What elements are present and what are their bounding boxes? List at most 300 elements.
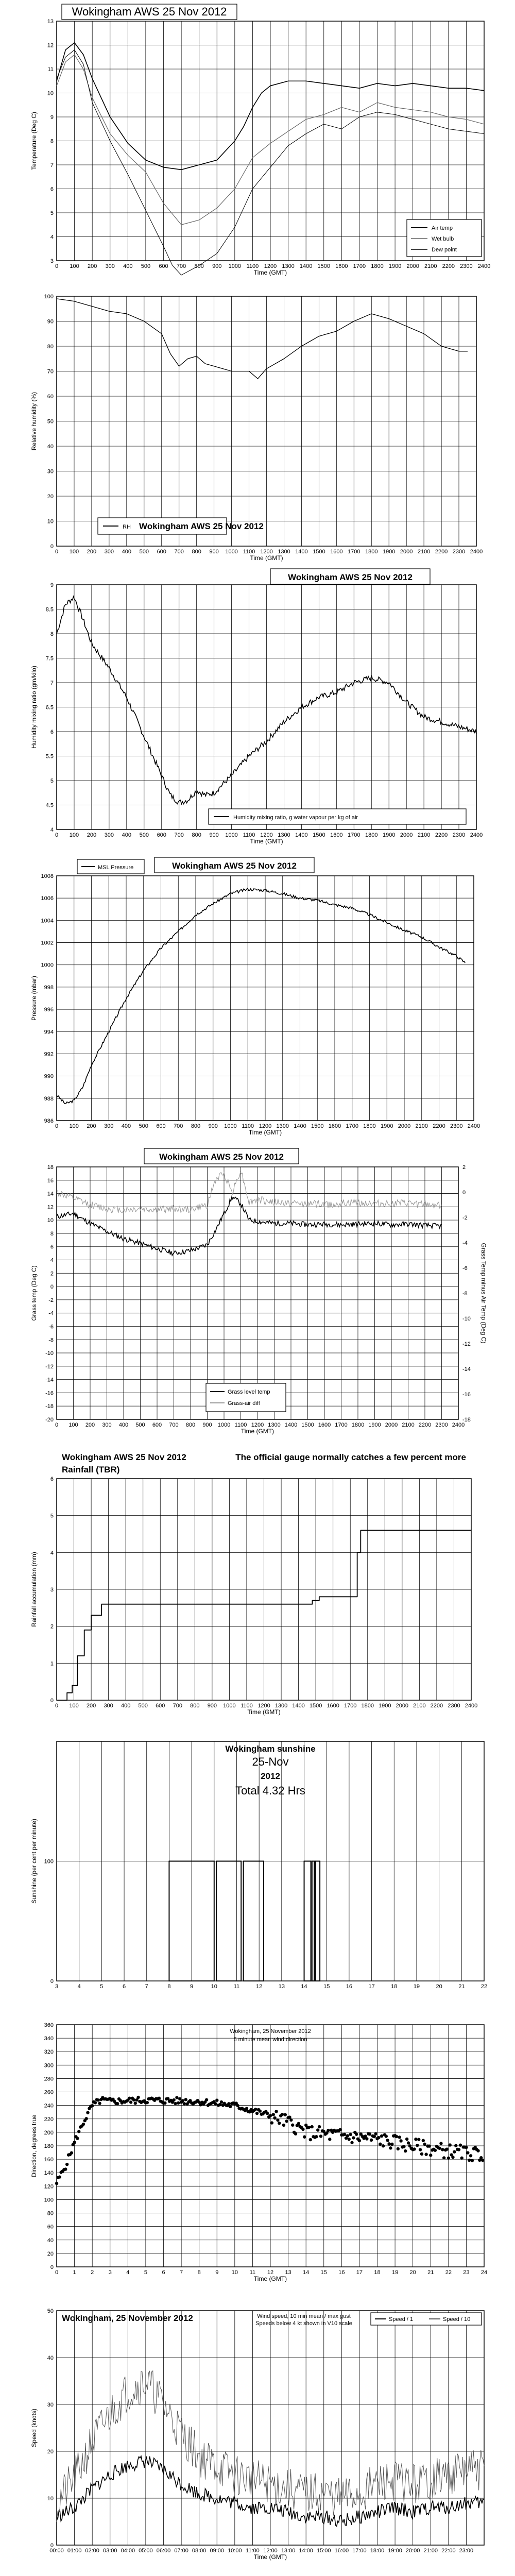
x-tick-label: 400 [122,549,132,555]
direction-point [289,2119,293,2122]
direction-point [377,2136,380,2139]
x-tick-label: 1700 [348,549,360,555]
x-tick-label: 1700 [353,263,366,269]
x-tick-label: 1800 [363,1123,376,1129]
x-tick-label: 700 [173,1703,182,1709]
x-tick-label: 1 [73,2269,76,2276]
x-tick-label: 1600 [330,549,343,555]
direction-point [466,2151,469,2154]
y-tick-label: 5.5 [45,753,54,760]
direction-point [281,2113,284,2116]
y-tick-label: 50 [47,418,54,425]
direction-point [414,2138,417,2141]
y-tick-label: 16 [47,1177,54,1184]
x-tick-label: 200 [85,1422,95,1428]
x-tick-label: 6 [122,1984,126,1990]
direction-point [374,2132,377,2136]
direction-point [77,2130,80,2133]
x-tick-label: 1000 [223,1703,236,1709]
y-tick-label: 1 [50,1660,54,1667]
x-tick-label: 07:00 [174,2548,188,2554]
x-tick-label: 19:00 [388,2548,402,2554]
x-tick-label: 700 [169,1422,179,1428]
x-tick-label: 1400 [294,1123,306,1129]
x-tick-label: 1200 [251,1422,264,1428]
x-tick-label: 2200 [435,549,448,555]
direction-point [266,2112,269,2115]
x-tick-label: 400 [121,1123,131,1129]
gridlines [57,296,476,546]
direction-point [420,2153,423,2156]
direction-point [315,2135,318,2138]
y-tick-label: 0 [50,544,54,550]
x-tick-label: 1300 [278,832,290,838]
x-tick-label: 200 [87,549,97,555]
rainfall-chart [15,1448,494,1718]
y-axis-label: Humidity mixing ratio (gm/kilo) [30,666,38,749]
direction-point [429,2154,432,2157]
direction-point [70,2151,73,2155]
x-tick-label: 16 [338,2269,345,2276]
x-tick-label: 1800 [365,549,378,555]
chart-title: Wokingham AWS 25 Nov 2012 [72,5,227,18]
direction-point [322,2130,325,2133]
x-tick-label: 2100 [417,832,431,838]
direction-point [129,2100,132,2104]
direction-point [416,2144,419,2147]
direction-point [316,2128,319,2131]
direction-point [471,2159,474,2162]
x-tick-label: 10:00 [228,2548,242,2554]
x-tick-label: 800 [185,1422,196,1428]
x-tick-label: 500 [135,1422,145,1428]
chart-subtitle: Wind speed, 10 min mean / max gust [257,2313,351,2319]
x-tick-label: 12:00 [263,2548,278,2554]
direction-point [445,2147,449,2150]
y-tick-label: 14 [47,1191,54,1197]
x-tick-label: 21 [458,1984,465,1990]
direction-point [380,2134,383,2138]
x-tick-label: 600 [157,549,166,555]
x-tick-label: 16 [346,1984,353,1990]
direction-point [399,2139,402,2142]
direction-point [132,2098,135,2102]
chart-subtitle: 25-Nov [252,1755,289,1768]
y-tick-label: 40 [47,444,54,450]
x-tick-label: 500 [139,1123,148,1129]
x-tick-label: 13 [285,2269,291,2276]
x-tick-label: 1600 [318,1422,331,1428]
x-tick-label: 1300 [278,549,290,555]
direction-point [284,2113,287,2116]
x-tick-label: 1000 [225,832,238,838]
y-tick-label: -18 [45,1403,54,1410]
x-tick-label: 1700 [335,1422,348,1428]
direction-point [318,2125,321,2128]
direction-point [422,2139,425,2142]
y-tick-label: 12 [47,42,54,49]
y2-tick-label: -16 [462,1392,471,1398]
x-tick-label: 1500 [311,1123,324,1129]
y-axis-label: Speed (knots) [30,2409,38,2447]
x-tick-label: 10 [211,1984,217,1990]
grass-temp-chart [15,1146,494,1437]
direction-point [205,2098,208,2102]
x-tick-label: 2200 [442,263,455,269]
y-tick-label: -16 [45,1390,54,1397]
chart-subtitle: 5 minute mean wind direction [233,2037,307,2043]
x-tick-label: 400 [122,832,132,838]
direction-point [272,2113,275,2116]
x-tick-label: 7 [145,1984,148,1990]
y-tick-label: 2 [50,1623,54,1630]
direction-point [449,2143,452,2146]
x-tick-label: 1100 [234,1422,247,1428]
x-tick-label: 2300 [452,549,466,555]
x-tick-label: 1500 [301,1422,314,1428]
legend-entry: MSL Pressure [98,865,134,871]
x-axis-label: Time (GMT) [241,1428,274,1435]
x-tick-label: 1100 [243,832,255,838]
x-tick-label: 1000 [225,549,238,555]
sunshine-block [315,1861,320,1981]
y-tick-label: 100 [44,294,54,300]
x-tick-label: 22 [445,2269,452,2276]
x-tick-label: 700 [174,832,184,838]
y-tick-label: 988 [44,1095,54,1102]
y2-tick-label: -12 [462,1341,471,1347]
chart-title: Wokingham AWS 25 Nov 2012 [139,521,264,531]
y-tick-label: 8 [50,631,54,637]
x-tick-label: 200 [87,1123,96,1129]
gridlines [57,2025,484,2267]
x-tick-label: 2300 [450,1123,463,1129]
x-tick-label: 300 [104,549,114,555]
y-tick-label: 80 [47,2210,54,2217]
y-tick-label: 220 [44,2116,54,2123]
direction-point [269,2114,272,2117]
x-tick-label: 1900 [388,263,402,269]
mixing-ratio-chart [15,567,494,845]
direction-point [447,2157,450,2160]
x-tick-label: 1000 [224,1123,237,1129]
direction-point [183,2102,186,2105]
x-tick-label: 1400 [292,1703,305,1709]
x-tick-label: 16:00 [334,2548,349,2554]
x-tick-label: 100 [70,263,79,269]
x-tick-label: 1300 [274,1703,288,1709]
x-tick-label: 600 [159,263,168,269]
x-axis-label: Time (GMT) [253,2553,287,2561]
direction-point [178,2097,181,2100]
sunshine-block [216,1861,241,1981]
direction-point [294,2132,297,2135]
pressure-chart [15,855,494,1139]
direction-point [454,2144,457,2147]
direction-point [328,2138,331,2141]
x-tick-label: 22 [480,1984,488,1990]
x-tick-label: 1400 [284,1422,298,1428]
direction-point [476,2149,479,2152]
direction-point [220,2100,223,2104]
x-tick-label: 700 [174,549,184,555]
direction-point [417,2138,420,2141]
y-tick-label: 180 [44,2143,54,2149]
direction-point [419,2148,422,2151]
x-tick-label: 1900 [368,1422,381,1428]
y-tick-label: 998 [44,984,54,991]
x-tick-label: 500 [141,263,151,269]
direction-point [350,2141,353,2144]
x-tick-label: 1800 [365,832,378,838]
legend-entry: RH [123,524,131,530]
x-tick-label: 1300 [282,263,295,269]
x-tick-label: 21:00 [423,2548,438,2554]
x-tick-label: 23:00 [459,2548,474,2554]
y-tick-label: 13 [47,19,54,25]
direction-point [424,2153,427,2156]
direction-point [297,2122,300,2125]
y-tick-label: 996 [44,1007,54,1013]
direction-point [91,2104,94,2107]
x-tick-label: 12 [256,1984,263,1990]
y2-tick-label: -2 [462,1215,468,1221]
x-tick-label: 2400 [477,263,491,269]
direction-point [343,2133,346,2136]
x-tick-label: 700 [176,263,186,269]
direction-point [86,2111,89,2114]
x-tick-label: 2200 [430,1703,443,1709]
x-tick-label: 4 [126,2269,130,2276]
series-line-rh [57,299,468,379]
x-tick-label: 1500 [313,832,325,838]
x-tick-label: 1700 [348,832,360,838]
direction-point [441,2148,444,2151]
direction-point [134,2102,137,2105]
x-tick-label: 300 [104,832,114,838]
direction-point [307,2126,311,2129]
y-tick-label: 986 [44,1118,54,1124]
y-tick-label: 6 [50,1244,54,1250]
y-tick-label: 7.5 [45,655,54,662]
x-tick-label: 21 [427,2269,434,2276]
x-tick-label: 2300 [460,263,473,269]
chart-total: Total 4.32 Hrs [235,1784,305,1797]
y-tick-label: 5 [50,778,54,784]
direction-point [175,2096,178,2099]
y-tick-label: 30 [47,468,54,475]
direction-point [457,2148,460,2151]
y-tick-label: 990 [44,1073,54,1080]
x-tick-label: 200 [87,263,97,269]
x-tick-label: 5 [144,2269,147,2276]
x-tick-label: 2300 [448,1703,460,1709]
y-tick-label: 1006 [41,895,54,902]
y-tick-label: -10 [45,1350,54,1357]
direction-point [84,2117,88,2120]
chart-title: Wokingham AWS 25 Nov 2012 [62,1452,186,1462]
x-tick-label: 2000 [400,549,413,555]
x-tick-label: 1400 [295,832,308,838]
x-tick-label: 300 [104,1123,114,1129]
direction-point [423,2143,426,2146]
x-tick-label: 2000 [396,1703,409,1709]
chart-title: Wokingham, 25 November 2012 [62,2313,193,2323]
series-line-msl-pressure [57,888,465,1104]
direction-point [319,2134,322,2138]
y-tick-label: -2 [48,1297,54,1303]
x-axis-label: Time (GMT) [250,554,283,562]
x-tick-label: 100 [69,832,79,838]
direction-point [285,2120,288,2123]
sunshine-chart [15,1728,494,2002]
direction-point [136,2096,140,2099]
x-tick-label: 06:00 [156,2548,171,2554]
direction-point [254,2108,257,2111]
direction-point [282,2124,285,2127]
y-tick-label: 0 [50,1284,54,1291]
legend-entry: Speed / 10 [443,2316,471,2323]
x-tick-label: 900 [212,263,222,269]
direction-point [407,2141,410,2144]
y-tick-label: 12 [47,1204,54,1211]
y-tick-label: -4 [48,1310,54,1317]
x-tick-label: 14 [301,1984,307,1990]
direction-point [465,2146,468,2149]
x-tick-label: 8 [197,2269,201,2276]
x-tick-label: 2300 [452,832,466,838]
chart-title: Wokingham AWS 25 Nov 2012 [288,572,413,582]
direction-point [214,2102,217,2105]
direction-point [434,2149,437,2152]
direction-point [270,2121,273,2124]
direction-point [245,2107,248,2110]
x-tick-label: 0 [55,1703,59,1709]
x-tick-label: 01:00 [67,2548,82,2554]
direction-point [370,2139,373,2142]
direction-point [327,2129,330,2132]
x-tick-label: 1100 [243,549,255,555]
sunshine-block [244,1861,264,1981]
x-tick-label: 500 [139,549,149,555]
direction-point [460,2157,464,2160]
x-tick-label: 3 [55,1984,59,1990]
y-axis-label: Pressure (mbar) [30,976,38,1021]
x-tick-label: 1400 [299,263,313,269]
y-tick-label: 4 [50,234,54,241]
y2-axis-label: Grass Temp minus Air Temp (Deg C) [480,1243,487,1344]
x-tick-label: 900 [209,549,219,555]
y-tick-label: 3 [50,258,54,264]
x-tick-label: 13 [278,1984,285,1990]
gridlines [57,876,474,1121]
y-tick-label: 6 [50,1476,54,1482]
y-tick-label: 7 [50,162,54,168]
y2-tick-label: 0 [462,1190,466,1196]
direction-point [386,2139,389,2142]
x-tick-label: 17 [368,1984,375,1990]
y-tick-label: 60 [47,394,54,400]
x-tick-label: 00:00 [49,2548,64,2554]
y-tick-label: 992 [44,1051,54,1058]
y-tick-label: -12 [45,1363,54,1370]
direction-point [468,2159,471,2162]
direction-point [379,2143,382,2146]
x-tick-label: 2000 [398,1123,411,1129]
x-tick-label: 0 [55,2269,59,2276]
direction-point [355,2132,358,2136]
x-tick-label: 1900 [382,549,396,555]
direction-point [310,2125,313,2128]
x-tick-label: 1800 [351,1422,365,1428]
x-tick-label: 2400 [470,549,483,555]
gridlines [57,585,476,829]
x-tick-label: 2100 [402,1422,415,1428]
y2-tick-label: 2 [462,1164,466,1171]
x-tick-label: 04:00 [121,2548,135,2554]
direction-point [397,2147,400,2150]
x-tick-label: 15 [323,1984,330,1990]
y-tick-label: 8 [50,138,54,145]
y-tick-label: 11 [47,66,54,73]
x-tick-label: 100 [69,1123,79,1129]
x-tick-label: 11:00 [246,2548,260,2554]
x-tick-label: 1200 [259,1123,272,1129]
x-tick-label: 1700 [346,1123,358,1129]
y-tick-label: 0 [50,1698,54,1704]
x-tick-label: 2200 [435,832,448,838]
direction-point [174,2102,177,2105]
x-tick-label: 03:00 [102,2548,117,2554]
wind-direction-chart [15,2012,494,2285]
chart-title: Wokingham sunshine [225,1744,316,1754]
x-axis-label: Time (GMT) [247,1708,281,1716]
legend-entry: Humidity mixing ratio, g water vapour per kg of air [233,815,358,821]
direction-point [442,2156,445,2159]
x-tick-label: 19 [413,1984,420,1990]
x-tick-label: 9 [215,2269,219,2276]
x-tick-label: 13:00 [281,2548,296,2554]
x-tick-label: 2100 [415,1123,428,1129]
y-axis-label: Sunshine (per cent per minute) [30,1819,38,1904]
y-tick-label: 10 [47,518,54,525]
x-tick-label: 100 [68,1422,78,1428]
direction-point [368,2132,371,2136]
y-tick-label: 40 [47,2237,54,2244]
x-tick-label: 23 [463,2269,470,2276]
direction-point [291,2124,294,2127]
direction-point [184,2098,187,2101]
x-tick-label: 1900 [382,832,396,838]
x-tick-label: 24 [480,2269,488,2276]
x-tick-label: 2400 [452,1422,465,1428]
sunshine-block [312,1861,314,1981]
y-tick-label: 30 [47,2402,54,2408]
y-tick-label: 1008 [41,873,54,879]
direction-point [413,2147,416,2150]
x-tick-label: 200 [87,832,97,838]
x-tick-label: 14 [303,2269,310,2276]
x-tick-label: 10 [231,2269,238,2276]
y-tick-label: 8 [50,1230,54,1237]
x-tick-label: 600 [152,1422,162,1428]
x-tick-label: 2400 [467,1123,480,1129]
y2-tick-label: -6 [462,1265,468,1272]
x-tick-label: 800 [192,549,201,555]
gridlines [57,1479,471,1700]
direction-point [301,2128,304,2131]
direction-point [398,2136,401,2139]
